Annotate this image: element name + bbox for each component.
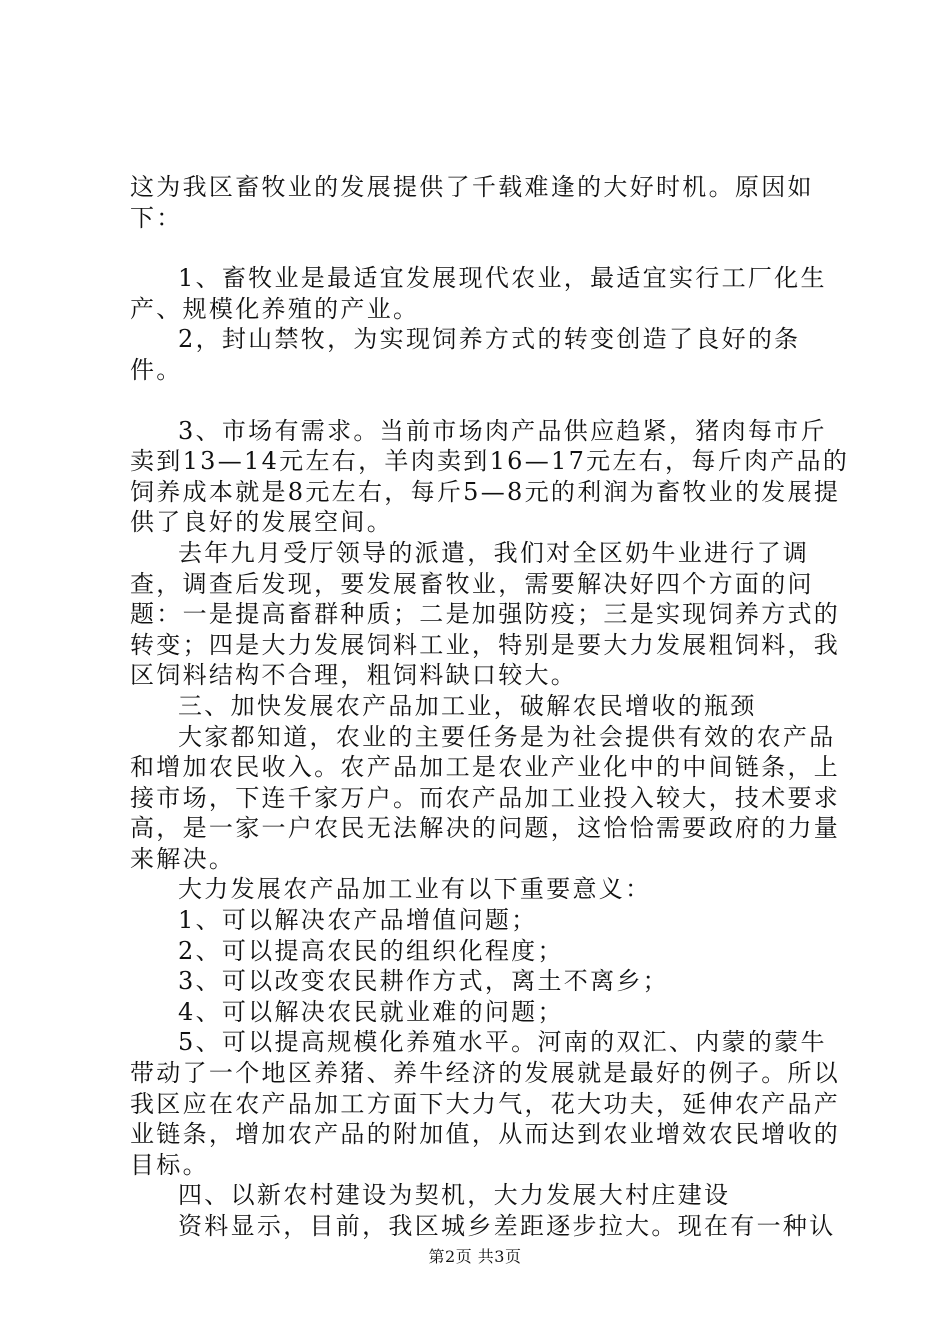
document-body xyxy=(130,172,852,1242)
paragraph-processing: 大家都知道，农业的主要任务是为社会提供有效的农产品和增加农民收入。农产品加工是农业产业化中的中间链条，上接市场，下连千家万户。而农产品加工业投入较大，技术要求高，是一家一户农民无法解决的问题，这恰恰需要政府的力量来解决。 xyxy=(130,722,841,873)
list-item-3: 3、可以改变农民耕作方式，离土不离乡； xyxy=(178,967,669,996)
paragraph-reason-1: 1、畜牧业是最适宜发展现代农业，最适宜实行工厂化生产、规模化养殖的产业。 xyxy=(130,264,827,323)
page-footer: 第2页 共3页 xyxy=(428,1247,522,1266)
paragraph-reason-2: 2，封山禁牧，为实现饲养方式的转变创造了良好的条件。 xyxy=(130,325,801,384)
paragraph-significance-intro: 大力发展农产品加工业有以下重要意义： xyxy=(178,875,652,904)
paragraph-data: 资料显示，目前，我区城乡差距逐步拉大。现在有一种认 xyxy=(178,1212,836,1240)
list-item-2: 2、可以提高农民的组织化程度； xyxy=(178,936,564,965)
paragraph-reason-3: 3、市场有需求。当前市场肉产品供应趋紧，猪肉每市斤卖到13—14元左右，羊肉卖到16—17元左右，每斤肉产品的饲养成本就是8元左右，每斤5—8元的利润为畜牧业的发展提供了良好的发展空间。 xyxy=(130,416,850,537)
section-heading-3: 三、加快发展农产品加工业，破解农民增收的瓶颈 xyxy=(178,691,757,720)
paragraph-intro: 这为我区畜牧业的发展提供了千载难逢的大好时机。原因如下： xyxy=(130,173,814,232)
section-heading-4: 四、以新农村建设为契机，大力发展大村庄建设 xyxy=(178,1181,731,1210)
list-item-5: 5、可以提高规模化养殖水平。河南的双汇、内蒙的蒙牛带动了一个地区养猪、养牛经济的发展就是最好的例子。所以我区应在农产品加工方面下大力气，花大功夫，延伸农产品产业链条，增加农产品的附加值，从而达到农业增效农民增收的目标。 xyxy=(130,1028,841,1179)
list-item-1: 1、可以解决农产品增值问题； xyxy=(178,906,538,935)
list-item-4: 4、可以解决农民就业难的问题； xyxy=(178,997,564,1026)
paragraph-survey: 去年九月受厅领导的派遣，我们对全区奶牛业进行了调查，调查后发现，要发展畜牧业，需要解决好四个方面的问题：一是提高畜群种质；二是加强防疫；三是实现饲养方式的转变；四是大力发展饲料工业，特别是要大力发展粗饲料，我区饲料结构不合理，粗饲料缺口较大。 xyxy=(130,538,841,690)
